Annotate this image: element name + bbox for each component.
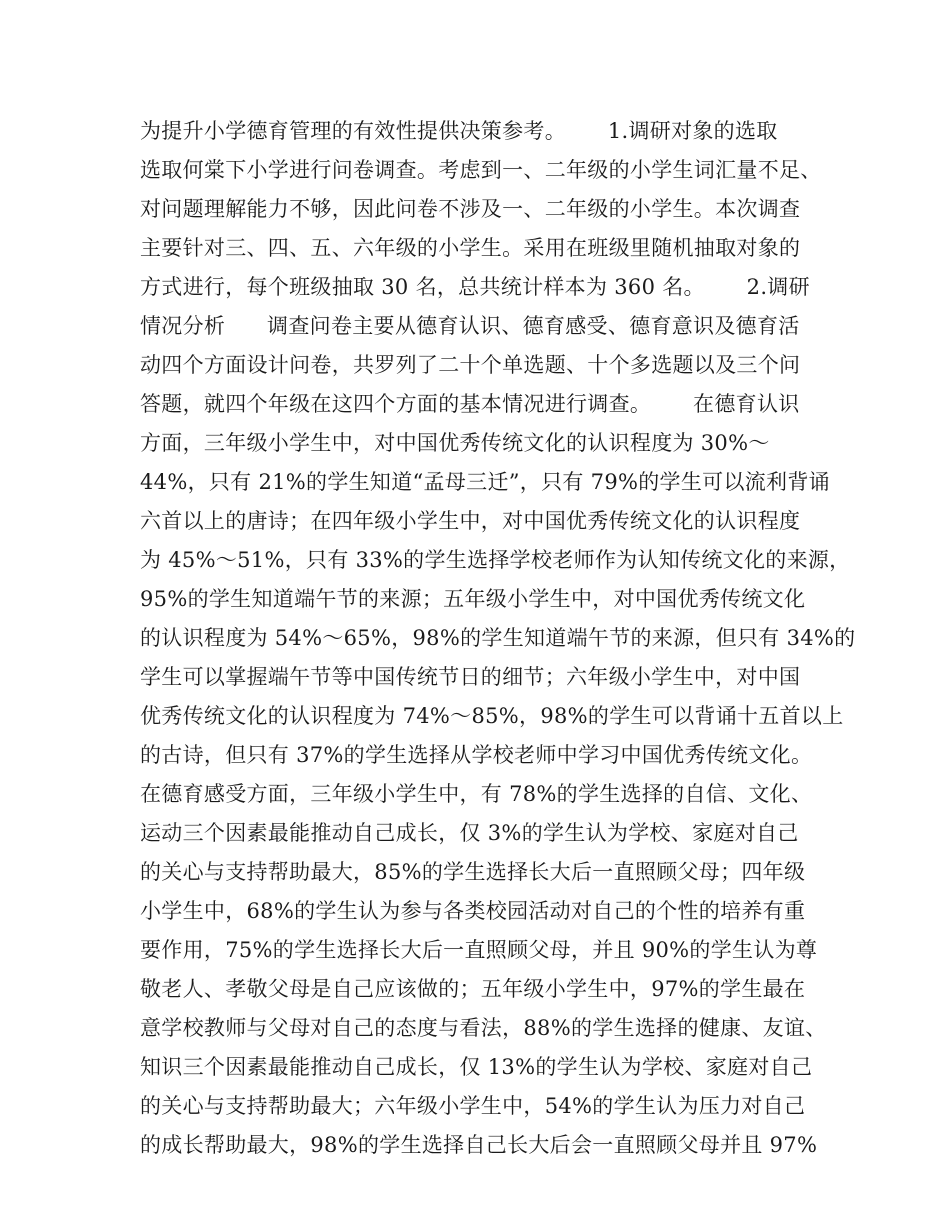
text-line: 为提升小学德育管理的有效性提供决策参考。 1.调研对象的选取 xyxy=(140,119,778,143)
text-line: 知识三个因素最能推动自己成长，仅 13%的学生认为学校、家庭对自己 xyxy=(140,1055,813,1079)
text-line: 44%，只有 21%的学生知道“孟母三迁”，只有 79%的学生可以流利背诵 xyxy=(140,470,830,494)
text-line: 小学生中，68%的学生认为参与各类校园活动对自己的个性的培养有重 xyxy=(140,899,806,923)
text-line: 在德育感受方面，三年级小学生中，有 78%的学生选择的自信、文化、 xyxy=(140,782,813,806)
text-line: 敬老人、孝敬父母是自己应该做的；五年级小学生中，97%的学生最在 xyxy=(140,977,806,1001)
body-text xyxy=(140,112,856,1165)
text-line: 优秀传统文化的认识程度为 74%～85%，98%的学生可以背诵十五首以上 xyxy=(140,704,844,728)
text-line: 的认识程度为 54%～65%，98%的学生知道端午节的来源，但只有 34%的 xyxy=(140,626,856,650)
text-line: 选取何棠下小学进行问卷调查。考虑到一、二年级的小学生词汇量不足、 xyxy=(140,158,822,182)
text-line: 六首以上的唐诗；在四年级小学生中，对中国优秀传统文化的认识程度 xyxy=(140,509,801,533)
text-line: 方面，三年级小学生中，对中国优秀传统文化的认识程度为 30%～ xyxy=(140,431,770,455)
text-line: 为 45%～51%，只有 33%的学生选择学校老师作为认知传统文化的来源， xyxy=(140,548,851,572)
text-line: 对问题理解能力不够，因此问卷不涉及一、二年级的小学生。本次调查 xyxy=(140,197,801,221)
text-line: 学生可以掌握端午节等中国传统节日的细节；六年级小学生中，对中国 xyxy=(140,665,801,689)
text-line: 意学校教师与父母对自己的态度与看法，88%的学生选择的健康、友谊、 xyxy=(140,1016,827,1040)
text-line: 运动三个因素最能推动自己成长，仅 3%的学生认为学校、家庭对自己 xyxy=(140,821,799,845)
text-line: 动四个方面设计问卷，共罗列了二十个单选题、十个多选题以及三个问 xyxy=(140,353,801,377)
text-line: 主要针对三、四、五、六年级的小学生。采用在班级里随机抽取对象的 xyxy=(140,236,801,260)
text-line: 的古诗，但只有 37%的学生选择从学校老师中学习中国优秀传统文化。 xyxy=(140,743,813,767)
text-line: 的关心与支持帮助最大；六年级小学生中，54%的学生认为压力对自己 xyxy=(140,1094,806,1118)
text-line: 要作用，75%的学生选择长大后一直照顾父母，并且 90%的学生认为尊 xyxy=(140,938,818,962)
text-line: 方式进行，每个班级抽取 30 名，总共统计样本为 360 名。 2.调研 xyxy=(140,275,810,299)
text-line: 的关心与支持帮助最大，85%的学生选择长大后一直照顾父母；四年级 xyxy=(140,860,806,884)
text-line: 95%的学生知道端午节的来源；五年级小学生中，对中国优秀传统文化 xyxy=(140,587,806,611)
text-line: 情况分析 调查问卷主要从德育认识、德育感受、德育意识及德育活 xyxy=(140,314,800,338)
text-line: 的成长帮助最大，98%的学生选择自己长大后会一直照顾父母并且 97% xyxy=(140,1133,818,1157)
text-line: 答题，就四个年级在这四个方面的基本情况进行调查。 在德育认识 xyxy=(140,392,800,416)
